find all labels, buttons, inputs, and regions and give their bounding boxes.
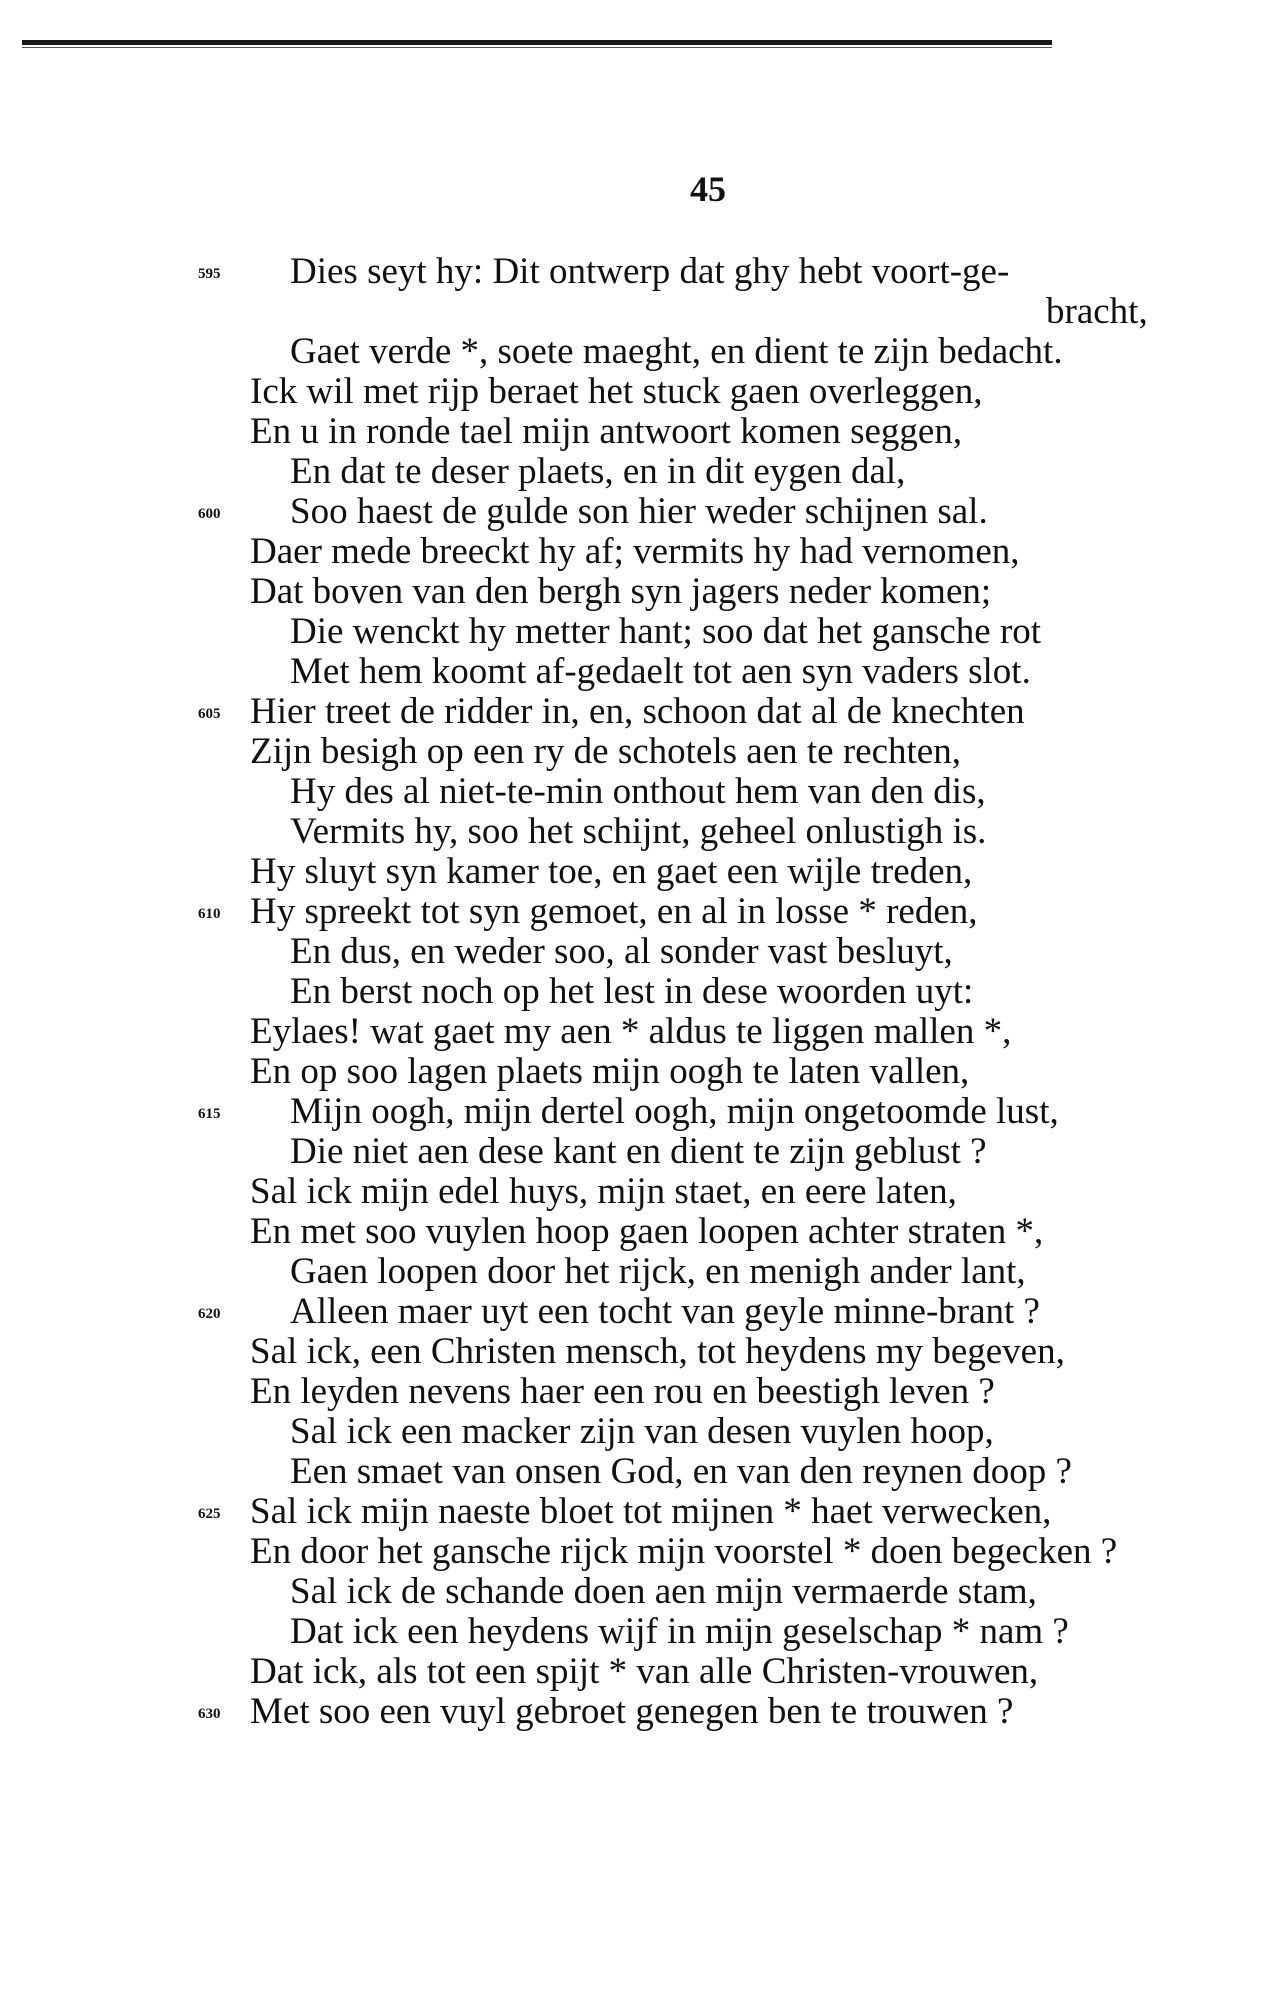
verse-line: [0, 1532, 1278, 1572]
verse-line: [0, 692, 1278, 732]
verse-text: En met soo vuylen hoop gaen loopen achter straten *,: [250, 1211, 1044, 1252]
verse-line: [0, 852, 1278, 892]
line-number: 600: [198, 506, 221, 522]
verse-text: Dies seyt hy: Dit ontwerp dat ghy hebt voort-ge-: [290, 251, 1010, 292]
verse-line: [0, 252, 1278, 292]
verse-text: Met hem koomt af-gedaelt tot aen syn vaders slot.: [290, 651, 1031, 692]
verse-text: Die wenckt hy metter hant; soo dat het gansche rot: [290, 611, 1042, 652]
verse-line: [0, 1172, 1278, 1212]
verse-text: bracht,: [1046, 291, 1148, 332]
verse-text: Hier treet de ridder in, en, schoon dat al de knechten: [250, 691, 1025, 732]
verse-line: [0, 1092, 1278, 1132]
verse-line: [0, 1452, 1278, 1492]
verse-line: [0, 1212, 1278, 1252]
verse-line: [0, 372, 1278, 412]
verse-line: [0, 1332, 1278, 1372]
verse-line: [0, 1412, 1278, 1452]
poem-body: [0, 252, 1278, 1732]
verse-line: [0, 1252, 1278, 1292]
line-number: 620: [198, 1306, 221, 1322]
verse-text: Hy sluyt syn kamer toe, en gaet een wijle treden,: [250, 851, 973, 892]
verse-text: Sal ick mijn naeste bloet tot mijnen * haet verwecken,: [250, 1491, 1052, 1532]
verse-text: En berst noch op het lest in dese woorden uyt:: [290, 971, 974, 1012]
verse-text: Dat ick een heydens wijf in mijn geselschap * nam ?: [290, 1611, 1069, 1652]
verse-text: Hy des al niet-te-min onthout hem van den dis,: [290, 771, 986, 812]
top-rule-thin: [22, 47, 1052, 48]
page-number: 45: [690, 169, 726, 209]
verse-text: Eylaes! wat gaet my aen * aldus te liggen mallen *,: [250, 1011, 1012, 1052]
verse-line: [0, 612, 1278, 652]
verse-line: [0, 1692, 1278, 1732]
verse-text: Mijn oogh, mijn dertel oogh, mijn ongetoomde lust,: [290, 1091, 1059, 1132]
verse-text: Dat ick, als tot een spijt * van alle Christen-vrouwen,: [250, 1651, 1039, 1692]
verse-line: [0, 1652, 1278, 1692]
verse-line: [0, 412, 1278, 452]
verse-line: [0, 292, 1278, 332]
verse-text: En u in ronde tael mijn antwoort komen seggen,: [250, 411, 963, 452]
verse-line: [0, 492, 1278, 532]
verse-line: [0, 1052, 1278, 1092]
verse-text: Alleen maer uyt een tocht van geyle minne-brant ?: [290, 1291, 1040, 1332]
verse-text: Sal ick een macker zijn van desen vuylen hoop,: [290, 1411, 994, 1452]
verse-line: [0, 1132, 1278, 1172]
verse-text: En dat te deser plaets, en in dit eygen dal,: [290, 451, 906, 492]
verse-text: Ick wil met rijp beraet het stuck gaen overleggen,: [250, 371, 983, 412]
verse-text: Zijn besigh op een ry de schotels aen te rechten,: [250, 731, 961, 772]
verse-text: Die niet aen dese kant en dient te zijn geblust ?: [290, 1131, 987, 1172]
line-number: 595: [198, 266, 221, 282]
verse-text: Sal ick mijn edel huys, mijn staet, en eere laten,: [250, 1171, 957, 1212]
verse-text: Met soo een vuyl gebroet genegen ben te trouwen ?: [250, 1691, 1014, 1732]
verse-text: Vermits hy, soo het schijnt, geheel onlustigh is.: [290, 811, 987, 852]
line-number: 605: [198, 706, 221, 722]
verse-text: Een smaet van onsen God, en van den reynen doop ?: [290, 1451, 1072, 1492]
verse-line: [0, 1612, 1278, 1652]
verse-text: Dat boven van den bergh syn jagers neder komen;: [250, 571, 992, 612]
verse-line: [0, 572, 1278, 612]
verse-line: [0, 1292, 1278, 1332]
verse-text: Gaet verde *, soete maeght, en dient te zijn bedacht.: [290, 331, 1063, 372]
verse-line: [0, 772, 1278, 812]
verse-line: [0, 1012, 1278, 1052]
verse-text: Soo haest de gulde son hier weder schijnen sal.: [290, 491, 988, 532]
verse-line: [0, 1372, 1278, 1412]
verse-line: [0, 652, 1278, 692]
top-rule: [22, 40, 1052, 45]
verse-line: [0, 932, 1278, 972]
verse-line: [0, 732, 1278, 772]
verse-line: [0, 532, 1278, 572]
line-number: 625: [198, 1506, 221, 1522]
verse-text: Gaen loopen door het rijck, en menigh ander lant,: [290, 1251, 1026, 1292]
line-number: 610: [198, 906, 221, 922]
verse-text: En dus, en weder soo, al sonder vast besluyt,: [290, 931, 953, 972]
verse-line: [0, 812, 1278, 852]
verse-line: [0, 1572, 1278, 1612]
line-number: 630: [198, 1706, 221, 1722]
verse-line: [0, 452, 1278, 492]
verse-line: [0, 1492, 1278, 1532]
verse-text: En leyden nevens haer een rou en beestigh leven ?: [250, 1371, 995, 1412]
verse-text: En op soo lagen plaets mijn oogh te laten vallen,: [250, 1051, 970, 1092]
verse-text: En door het gansche rijck mijn voorstel * doen begecken ?: [250, 1531, 1118, 1572]
line-number: 615: [198, 1106, 221, 1122]
verse-line: [0, 972, 1278, 1012]
verse-text: Sal ick, een Christen mensch, tot heydens my begeven,: [250, 1331, 1065, 1372]
verse-text: Daer mede breeckt hy af; vermits hy had vernomen,: [250, 531, 1020, 572]
verse-line: [0, 332, 1278, 372]
verse-line: [0, 892, 1278, 932]
verse-text: Hy spreekt tot syn gemoet, en al in losse * reden,: [250, 891, 978, 932]
verse-text: Sal ick de schande doen aen mijn vermaerde stam,: [290, 1571, 1037, 1612]
